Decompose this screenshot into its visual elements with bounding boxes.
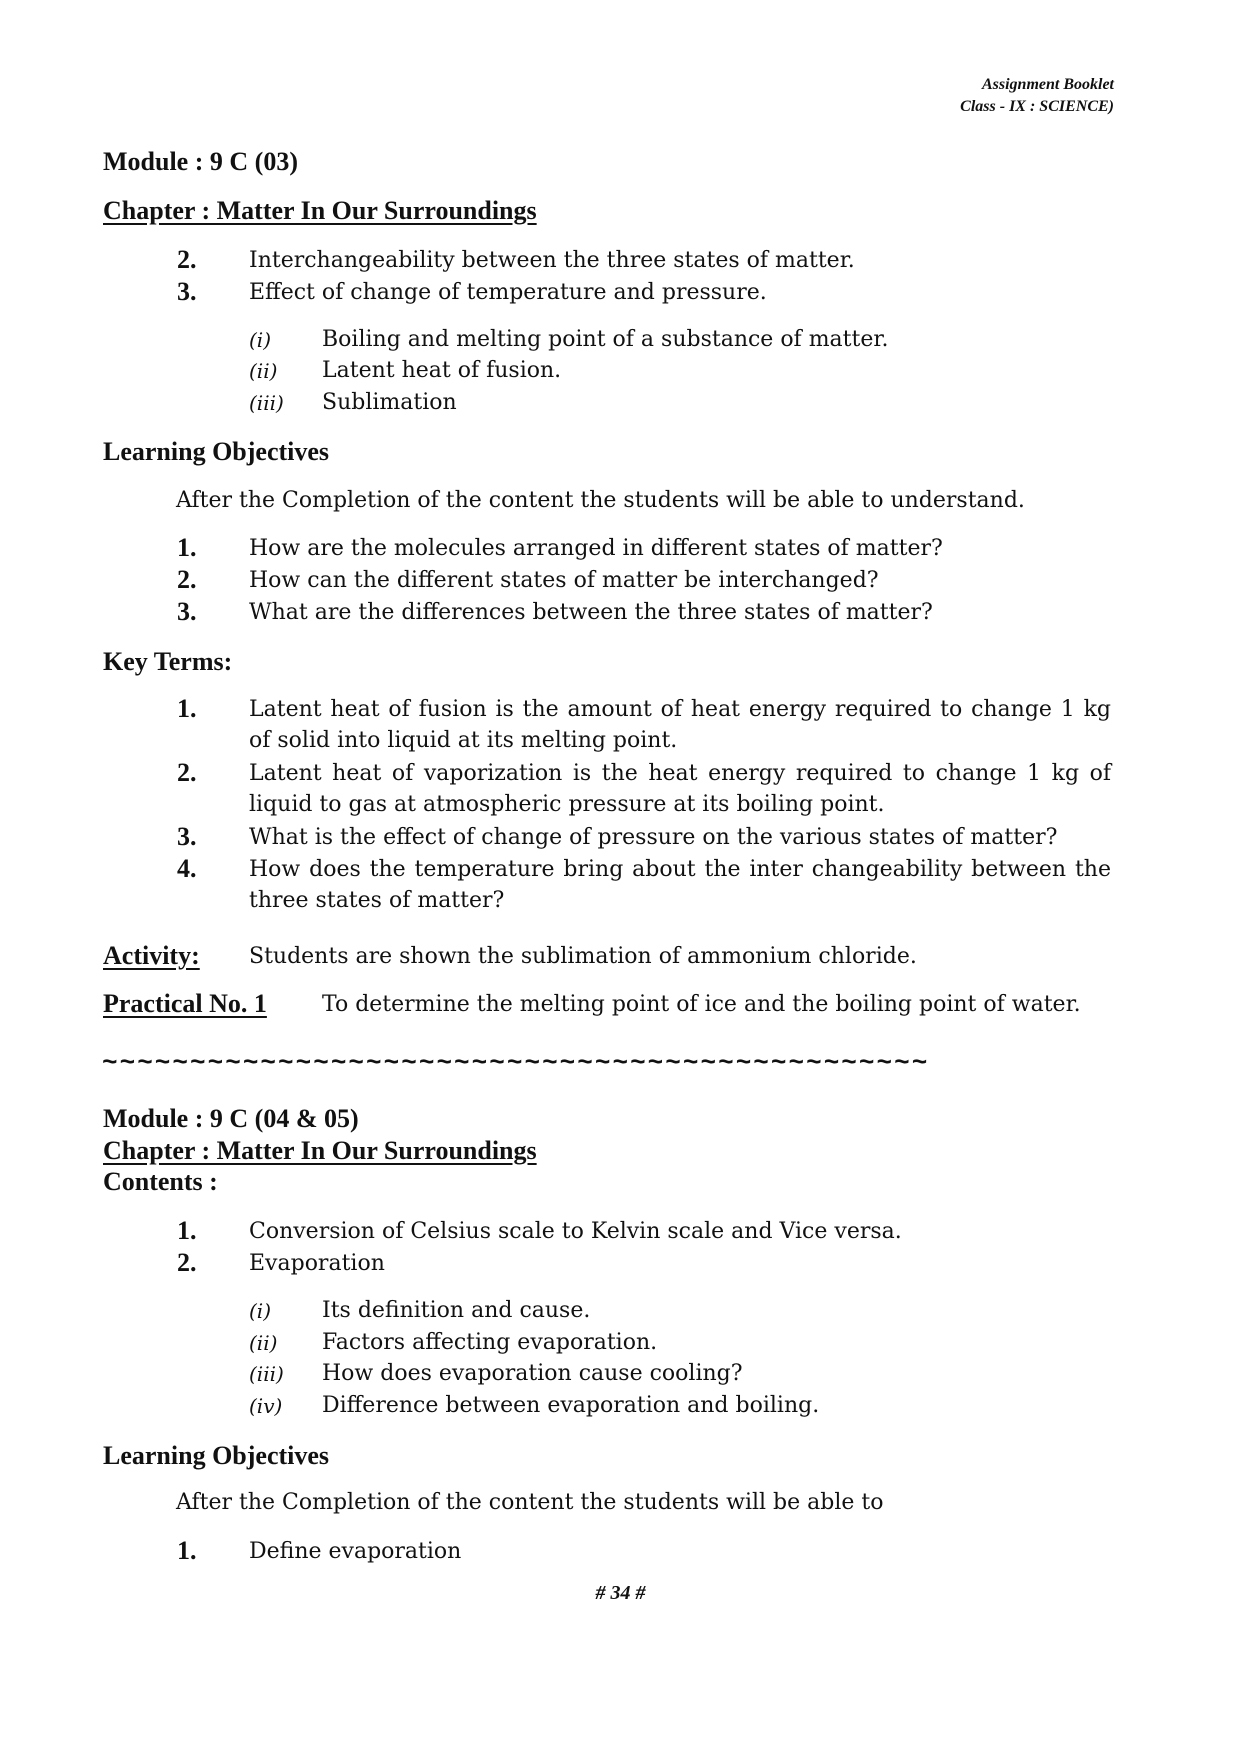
learning-objectives-intro: After the Completion of the content the students will be able to understand. [176,488,1025,513]
sub-item-text: Its definition and cause. [322,1298,591,1323]
objective-number: 3. [177,597,197,626]
objective-text: How can the different states of matter be interchanged? [249,568,879,593]
key-term-text-continued: three states of matter? [249,888,505,913]
key-term-number: 4. [177,854,197,883]
sub-item-numeral: (ii) [249,359,278,383]
sub-item-numeral: (i) [249,328,272,352]
key-term-number: 1. [177,694,197,723]
key-term-text-continued: liquid to gas at atmospheric pressure at its boiling point. [249,792,885,817]
learning-objectives-heading: Learning Objectives [103,437,330,466]
learning-objectives-intro: After the Completion of the content the students will be able to [176,1490,884,1515]
sub-item-text: Boiling and melting point of a substance of matter. [322,327,889,352]
section-separator: ~~~~~~~~~~~~~~~~~~~~~~~~~~~~~~~~~~~~~~~~~~~~~~~ [102,1048,930,1078]
activity-text: Students are shown the sublimation of ammonium chloride. [249,944,917,969]
list-item-number: 2. [177,245,197,274]
chapter-heading: Chapter : Matter In Our Surroundings [103,196,537,225]
sub-item-numeral: (iv) [249,1394,283,1418]
sub-item-text: Sublimation [322,390,457,415]
sub-item-text: Difference between evaporation and boiling. [322,1393,820,1418]
objective-number: 1. [177,533,197,562]
sub-item-text: Latent heat of fusion. [322,358,562,383]
key-term-number: 2. [177,758,197,787]
objective-text: What are the differences between the three states of matter? [249,600,933,625]
sub-item-numeral: (ii) [249,1331,278,1355]
learning-objectives-heading: Learning Objectives [103,1441,330,1470]
objective-number: 2. [177,565,197,594]
sub-item-text: How does evaporation cause cooling? [322,1361,743,1386]
key-term-number: 3. [177,822,197,851]
activity-label: Activity: [103,941,200,970]
sub-item-numeral: (i) [249,1299,272,1323]
list-item-number: 2. [177,1248,197,1277]
sub-item-numeral: (iii) [249,1362,284,1386]
list-item-number: 3. [177,277,197,306]
key-term-text: How does the temperature bring about the inter changeability between the [249,857,1111,882]
key-term-text: What is the effect of change of pressure on the various states of matter? [249,825,1058,850]
key-term-text: Latent heat of vaporization is the heat energy required to change 1 kg of [249,761,1111,786]
key-term-text-continued: of solid into liquid at its melting point. [249,728,678,753]
header-class-subject: Class - IX : SCIENCE) [960,98,1114,115]
contents-heading: Contents : [103,1167,218,1196]
sub-item-text: Factors affecting evaporation. [322,1330,658,1355]
objective-text: How are the molecules arranged in different states of matter? [249,536,943,561]
key-term-text: Latent heat of fusion is the amount of heat energy required to change 1 kg [249,697,1111,722]
list-item-text: Evaporation [249,1251,385,1276]
page-number: # 34 # [595,1582,646,1604]
key-terms-heading: Key Terms: [103,647,233,676]
objective-text: Define evaporation [249,1539,462,1564]
practical-text: To determine the melting point of ice and the boiling point of water. [322,992,1081,1017]
list-item-text: Interchangeability between the three states of matter. [249,248,855,273]
chapter-heading: Chapter : Matter In Our Surroundings [103,1136,537,1165]
practical-label: Practical No. 1 [103,989,267,1018]
list-item-number: 1. [177,1216,197,1245]
header-booklet-title: Assignment Booklet [981,76,1114,93]
list-item-text: Conversion of Celsius scale to Kelvin scale and Vice versa. [249,1219,902,1244]
module-heading: Module : 9 C (04 & 05) [103,1104,359,1133]
list-item-text: Effect of change of temperature and pressure. [249,280,767,305]
module-heading: Module : 9 C (03) [103,147,298,176]
sub-item-numeral: (iii) [249,391,284,415]
objective-number: 1. [177,1536,197,1565]
